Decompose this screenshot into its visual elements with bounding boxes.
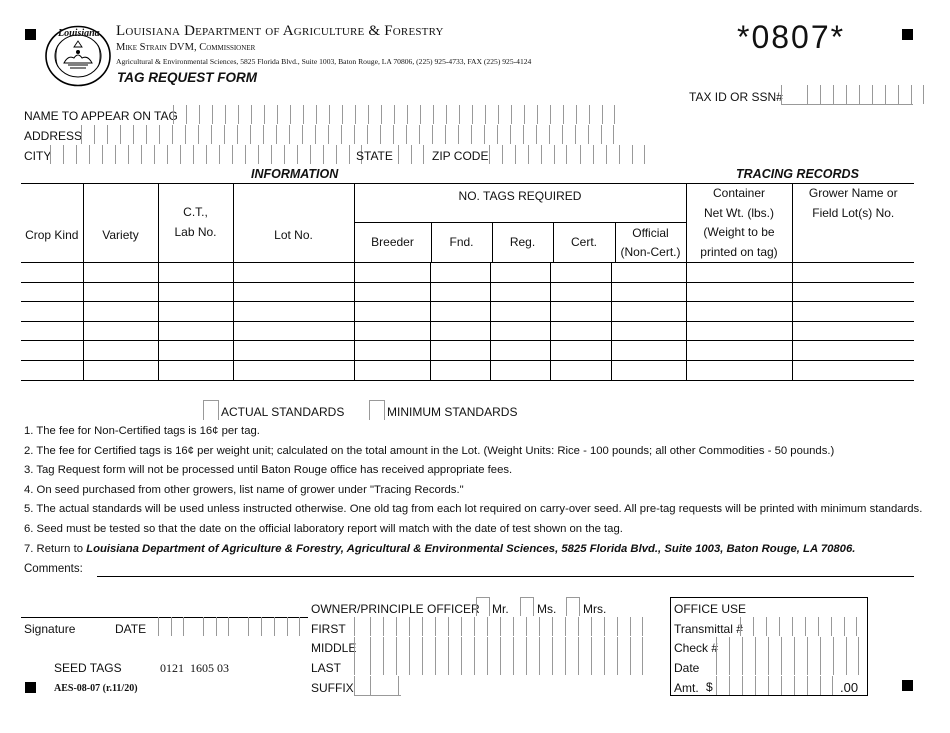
city-label: CITY xyxy=(24,149,52,163)
suffix-label: SUFFIX xyxy=(311,681,354,695)
check-input[interactable] xyxy=(716,637,859,656)
signature-label: Signature xyxy=(24,622,76,636)
tracing-records-heading: TRACING RECORDS xyxy=(736,167,859,181)
col-fnd: Fnd. xyxy=(432,223,493,262)
mrs-label: Mrs. xyxy=(583,602,607,616)
col-official: Official (Non-Cert.) xyxy=(620,226,681,259)
check-label: Check # xyxy=(674,641,719,655)
middle-name-input[interactable] xyxy=(354,637,643,656)
transmittal-input[interactable] xyxy=(740,617,857,636)
commissioner-line: Mike Strain DVM, Commissioner xyxy=(116,42,256,53)
tax-id-input[interactable] xyxy=(781,85,924,104)
transmittal-label: Transmittal # xyxy=(674,622,743,636)
comments-line[interactable] xyxy=(97,576,914,577)
instruction-6: 6. Seed must be tested so that the date on the official laboratory report will match with the date of test shown on the tag. xyxy=(24,523,623,535)
table-row[interactable] xyxy=(21,282,914,302)
state-input[interactable] xyxy=(398,145,424,164)
col-variety: Variety xyxy=(83,184,158,263)
ms-label: Ms. xyxy=(537,602,557,616)
minimum-standards-checkbox[interactable] xyxy=(369,400,385,420)
date-month-input[interactable] xyxy=(158,617,184,636)
instruction-3: 3. Tag Request form will not be processed until Baton Rouge office has received appropriate fees. xyxy=(24,464,513,476)
registration-mark-bottom-left xyxy=(25,682,36,693)
middle-label: MIDDLE xyxy=(311,641,357,655)
form-title: TAG REQUEST FORM xyxy=(117,70,257,85)
registration-mark-top-left xyxy=(25,29,36,40)
name-input[interactable] xyxy=(173,105,615,124)
col-container: Container Net Wt. (lbs.) (Weight to be printed on tag) xyxy=(686,184,792,263)
last-name-input[interactable] xyxy=(354,656,643,675)
amount-input[interactable] xyxy=(716,676,833,695)
address-line: Agricultural & Environmental Sciences, 5825 Florida Blvd., Suite 1003, Baton Rouge, LA 70806, (225) 925-4733, FAX (225) 925-4124 xyxy=(116,57,532,66)
first-name-input[interactable] xyxy=(354,617,643,636)
date-year-input[interactable] xyxy=(248,617,300,636)
address-input[interactable] xyxy=(81,125,614,144)
instruction-2: 2. The fee for Certified tags is 16¢ per weight unit; calculated on the total amount in the Lot. (Weight Units: Rice - 100 pounds; all other Commodities - 50 pounds.) xyxy=(24,445,835,457)
mrs-checkbox[interactable] xyxy=(566,597,580,616)
address-label: ADDRESS xyxy=(24,129,83,143)
city-input[interactable] xyxy=(50,145,362,164)
zip-input[interactable] xyxy=(489,145,567,164)
col-crop-kind: Crop Kind xyxy=(21,184,83,263)
first-label: FIRST xyxy=(311,622,346,636)
instruction-5: 5. The actual standards will be used unless instructed otherwise. One old tag from each lot required on carry-over seed. All pre-tag requests will be printed with minimum standards. xyxy=(24,503,923,515)
crop-table xyxy=(21,183,914,381)
form-number: *0807* xyxy=(737,19,846,55)
col-breeder: Breeder xyxy=(355,223,432,262)
mr-checkbox[interactable] xyxy=(476,597,490,616)
table-row[interactable] xyxy=(21,341,914,361)
table-row[interactable] xyxy=(21,302,914,322)
table-row[interactable] xyxy=(21,263,914,283)
mr-label: Mr. xyxy=(492,602,509,616)
actual-standards-label: ACTUAL STANDARDS xyxy=(221,405,345,419)
last-label: LAST xyxy=(311,661,342,675)
registration-mark-bottom-right xyxy=(902,680,913,691)
col-ct-lab-no: C.T., Lab No. xyxy=(158,184,233,263)
minimum-standards-label: MINIMUM STANDARDS xyxy=(387,405,518,419)
dollar-sign: $ xyxy=(706,680,713,694)
date-day-input[interactable] xyxy=(203,617,229,636)
table-row[interactable] xyxy=(21,321,914,341)
owner-label: OWNER/PRINCIPLE OFFICER xyxy=(311,602,480,616)
seed-tags-label: SEED TAGS xyxy=(54,661,122,675)
return-address: Louisiana Department of Agriculture & Forestry, Agricultural & Environmental Sciences, 5825 Florida Blvd., Suite 1003, Baton Rouge, LA 70806. xyxy=(86,543,856,555)
registration-mark-top-right xyxy=(902,29,913,40)
seed-tags-code: 0121 1605 03 xyxy=(160,661,229,675)
office-date-input[interactable] xyxy=(716,656,859,675)
instruction-1: 1. The fee for Non-Certified tags is 16¢ per tag. xyxy=(24,425,260,437)
office-use-title: OFFICE USE xyxy=(674,602,747,616)
date-label: DATE xyxy=(115,622,147,636)
name-label: NAME TO APPEAR ON TAG xyxy=(24,109,178,123)
form-id: AES-08-07 (r.11/20) xyxy=(54,683,138,694)
information-heading: INFORMATION xyxy=(251,167,339,181)
comments-label: Comments: xyxy=(24,563,83,575)
instruction-4: 4. On seed purchased from other growers, list name of grower under "Tracing Records." xyxy=(24,484,464,496)
col-cert: Cert. xyxy=(554,223,616,262)
agency-title: Louisiana Department of Agriculture & Forestry xyxy=(116,23,444,39)
col-grower: Grower Name or Field Lot(s) No. xyxy=(792,184,914,263)
amount-label: Amt. xyxy=(674,681,699,695)
actual-standards-checkbox[interactable] xyxy=(203,400,219,420)
seal-script-text: Louisiana xyxy=(58,28,100,39)
tax-id-label: TAX ID OR SSN# xyxy=(689,90,783,104)
col-lot-no: Lot No. xyxy=(233,184,354,263)
zip-label: ZIP CODE xyxy=(432,149,489,163)
date-office-label: Date xyxy=(674,661,700,675)
table-row[interactable] xyxy=(21,360,914,380)
state-label: STATE xyxy=(356,149,393,163)
col-reg: Reg. xyxy=(493,223,554,262)
suffix-input[interactable] xyxy=(354,676,399,695)
no-tags-required-group: NO. TAGS REQUIRED Breeder Fnd. Reg. Cert. Official (Non-Cert.) xyxy=(354,184,686,263)
instruction-7: 7. Return to Louisiana Department of Agriculture & Forestry, Agricultural & Environmental Sciences, 5825 Florida Blvd., Suite 1003, Baton Rouge, LA 70806. xyxy=(24,543,856,555)
zip-ext-input[interactable] xyxy=(580,145,645,164)
amount-cents: .00 xyxy=(840,680,859,695)
ms-checkbox[interactable] xyxy=(520,597,534,616)
